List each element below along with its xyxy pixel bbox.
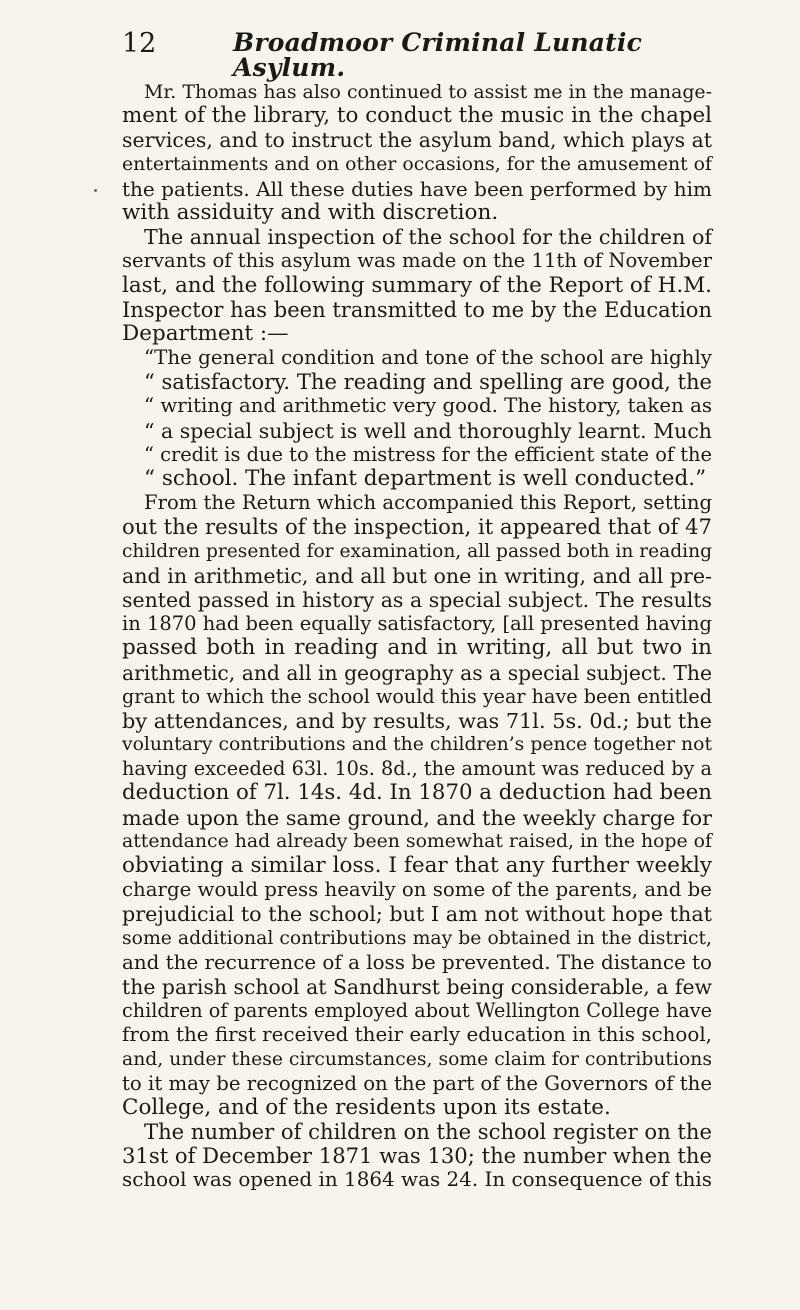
- text-line: servants of this asylum was made on the 11th of November: [122, 249, 712, 273]
- text-line: made upon the same ground, and the weekly charge for: [122, 805, 712, 830]
- text-line: “ a special subject is well and thoroughly learnt. Much: [144, 418, 712, 443]
- text-line: Mr. Thomas has also continued to assist me in the manage-: [144, 81, 712, 103]
- text-line: passed both in reading and in writing, all but two in: [122, 635, 712, 661]
- text-line: and, under these circumstances, some claim for contributions: [122, 1048, 712, 1070]
- margin-dot: [94, 189, 97, 192]
- text-line: “ satisfactory. The reading and spelling are good, the: [144, 369, 712, 395]
- text-line: in 1870 had been equally satisfactory, [all presented having: [122, 612, 712, 636]
- text-line: out the results of the inspection, it appeared that of 47: [122, 514, 712, 540]
- text-line: deduction of 7l. 14s. 4d. In 1870 a deduction had been: [122, 780, 712, 806]
- text-line: “ credit is due to the mistress for the efficient state of the: [144, 442, 712, 466]
- text-line: having exceeded 63l. 10s. 8d., the amount was reduced by a: [122, 757, 712, 781]
- text-line: and in arithmetic, and all but one in writing, and all pre-: [122, 563, 712, 588]
- text-line: charge would press heavily on some of the parents, and be: [122, 878, 712, 902]
- text-line: attendance had already been somewhat raised, in the hope of: [122, 830, 712, 852]
- text-line: Department :—: [122, 320, 289, 346]
- text-line: the patients. All these duties have been performed by him: [122, 176, 712, 201]
- text-line: children of parents employed about Wellington College have: [122, 999, 712, 1023]
- text-line: The annual inspection of the school for the children of: [144, 225, 712, 250]
- text-line: 31st of December 1871 was 130; the number when the: [122, 1143, 712, 1169]
- text-line: The number of children on the school register on the: [144, 1119, 712, 1145]
- text-line: sented passed in history as a special subject. The results: [122, 587, 712, 612]
- text-line: some additional contributions may be obtained in the district,: [122, 927, 712, 949]
- text-line: school was opened in 1864 was 24. In consequence of this: [122, 1168, 712, 1192]
- text-line: grant to which the school would this year have been entitled: [122, 684, 712, 708]
- text-line: “ school. The infant department is well conducted.”: [144, 466, 707, 491]
- text-line: obviating a similar loss. I fear that any further weekly: [122, 853, 712, 878]
- running-title: Broadmoor Criminal Lunatic Asylum.: [233, 28, 643, 82]
- text-line: to it may be recognized on the part of the Governors of the: [122, 1071, 713, 1095]
- page-number: 12: [122, 28, 157, 59]
- text-line: children presented for examination, all passed both in reading: [122, 540, 712, 562]
- text-line: “ writing and arithmetic very good. The history, taken as: [144, 394, 713, 418]
- text-line: with assiduity and with discretion.: [122, 199, 499, 225]
- text-line: prejudicial to the school; but I am not without hope that: [122, 902, 712, 927]
- text-line: voluntary contributions and the children’s pence together not: [122, 734, 712, 756]
- text-line: Inspector has been transmitted to me by the Education: [122, 296, 712, 322]
- text-line: the parish school at Sandhurst being considerable, a few: [122, 974, 712, 999]
- text-line: ment of the library, to conduct the music in the chapel: [122, 103, 712, 129]
- text-line: by attendances, and by results, was 71l. 5s. 0d.; but the: [122, 708, 712, 733]
- text-line: From the Return which accompanied this Report, setting: [144, 491, 712, 515]
- text-line: arithmetic, and all in geography as a special subject. The: [122, 660, 712, 685]
- text-line: “The general condition and tone of the school are highly: [144, 346, 712, 370]
- text-line: entertainments and on other occasions, for the amusement of: [122, 153, 712, 175]
- text-line: last, and the following summary of the Report of H.M.: [122, 272, 712, 298]
- text-line: services, and to instruct the asylum band, which plays at: [122, 128, 712, 153]
- running-head: [122, 28, 712, 82]
- text-line: from the first received their early education in this school,: [122, 1023, 712, 1047]
- text-line: and the recurrence of a loss be prevented. The distance to: [122, 950, 712, 974]
- text-line: College, and of the residents upon its estate.: [122, 1094, 611, 1120]
- body-text: [122, 80, 712, 1193]
